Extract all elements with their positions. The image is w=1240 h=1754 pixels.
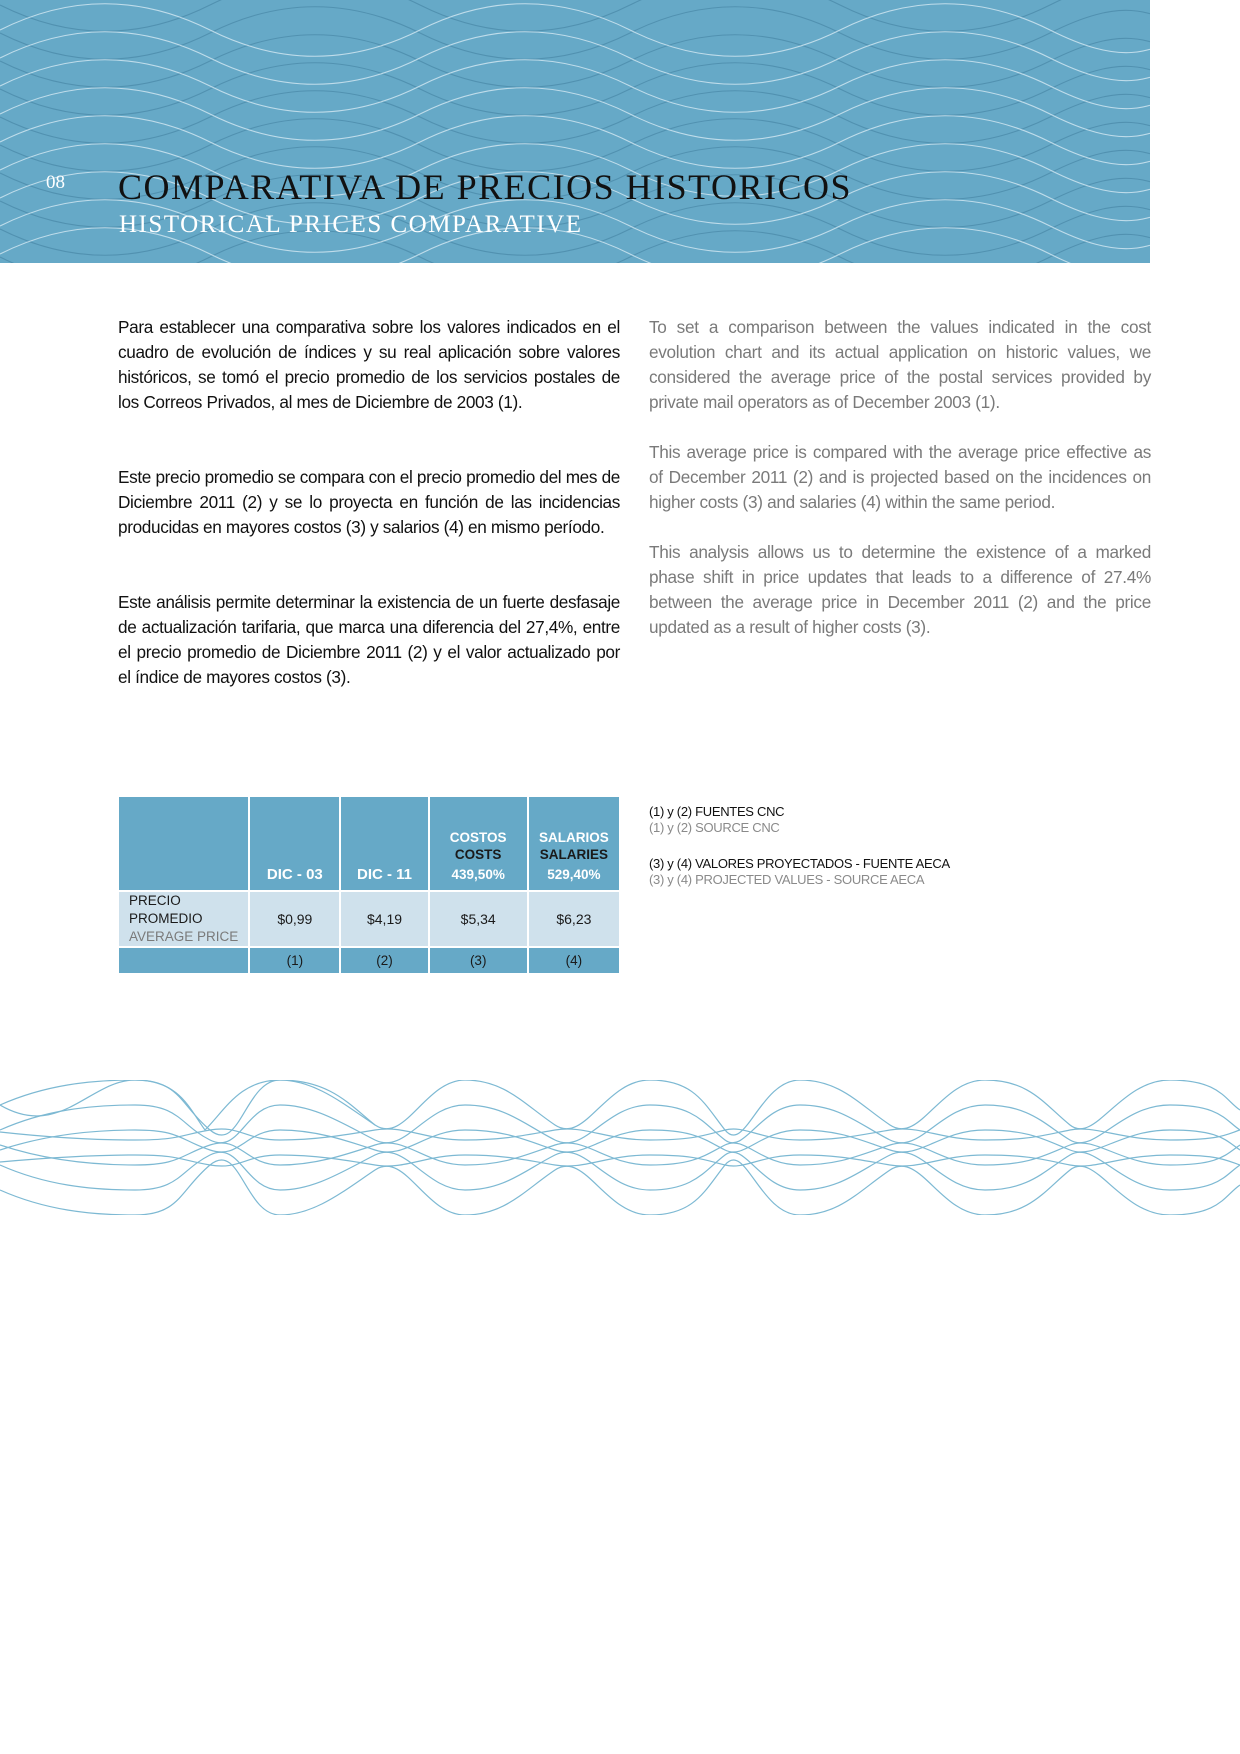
- column-header: [528, 796, 620, 891]
- table-row: [118, 891, 620, 947]
- table-header-row: [118, 796, 620, 891]
- footnote-en: (3) y (4) PROJECTED VALUES - SOURCE AECA: [649, 872, 925, 887]
- paragraph: This analysis allows us to determine the existence of a marked phase shift in price updates that leads to a difference of 27.4% between the average price in December 2011 (2) and the price updated as a result of higher costs (3).: [649, 542, 1151, 637]
- column-label-en: SALARIES: [539, 847, 609, 862]
- column-header: [249, 796, 340, 891]
- reference-cell: (4): [528, 947, 620, 974]
- footnote-es: (1) y (2) FUENTES CNC: [649, 804, 785, 819]
- column-label-es: SALARIOS: [539, 830, 609, 845]
- column-label: DIC - 11: [356, 866, 413, 883]
- paragraph: Este precio promedio se compara con el precio promedio del mes de Diciembre 2011 (2) y se lo proyecta en función de las incidencias producidas en mayores costos (3) y salarios (4) en mismo período.: [118, 467, 620, 537]
- table-corner-cell: [118, 796, 249, 891]
- paragraph: Este análisis permite determinar la existencia de un fuerte desfasaje de actualización tarifaria, que marca una diferencia del 27,4%, entre el precio promedio de Diciembre 2011 (2) y el valor actualizado por el índice de mayores costos (3).: [118, 592, 620, 687]
- reference-cell: (3): [429, 947, 528, 974]
- paragraph: This average price is compared with the average price effective as of December 2011 (2) and is projected based on the incidences on higher costs (3) and salaries (4) within the same period.: [649, 442, 1151, 512]
- paragraph: Para establecer una comparativa sobre los valores indicados en el cuadro de evolución de índices y su real aplicación sobre valores históricos, se tomó el precio promedio de los servicios postales de los Correos Privados, al mes de Diciembre de 2003 (1).: [118, 317, 620, 412]
- footnote-es: (3) y (4) VALORES PROYECTADOS - FUENTE AECA: [649, 856, 950, 871]
- column-label: DIC - 03: [266, 866, 323, 883]
- page-subtitle: HISTORICAL PRICES COMPARATIVE: [119, 211, 583, 238]
- body-text-spanish: [118, 315, 620, 690]
- column-percentage: 529,40%: [547, 867, 601, 882]
- body-text-english: [649, 315, 1151, 640]
- row-label-en: AVERAGE PRICE: [129, 929, 239, 944]
- page-title: COMPARATIVA DE PRECIOS HISTORICOS: [118, 167, 853, 207]
- footnote: [649, 856, 950, 888]
- table-cell: $4,19: [340, 891, 428, 947]
- reference-cell: (2): [340, 947, 428, 974]
- column-percentage: 439,50%: [451, 867, 505, 882]
- table-footnotes: [649, 804, 950, 888]
- footnote-en: (1) y (2) SOURCE CNC: [649, 820, 780, 835]
- price-comparison-table: [117, 795, 621, 975]
- column-header: [340, 796, 428, 891]
- row-label: [118, 891, 249, 947]
- footnote: [649, 804, 950, 836]
- page-number: 08: [46, 172, 65, 193]
- table-cell: $5,34: [429, 891, 528, 947]
- column-label-es: COSTOS: [449, 830, 507, 845]
- table-cell: $6,23: [528, 891, 620, 947]
- reference-cell: (1): [249, 947, 340, 974]
- table-reference-row: [118, 947, 620, 974]
- paragraph: To set a comparison between the values indicated in the cost evolution chart and its actual application on historic values, we considered the average price of the postal services provided by private mail operators as of December 2003 (1).: [649, 317, 1151, 412]
- header-band: [0, 0, 1150, 263]
- row-label-es: PRECIO PROMEDIO: [129, 893, 203, 926]
- table-cell: [118, 947, 249, 974]
- column-label-en: COSTS: [454, 847, 502, 862]
- table-cell: $0,99: [249, 891, 340, 947]
- decorative-wave-icon: [0, 1080, 1240, 1215]
- column-header: [429, 796, 528, 891]
